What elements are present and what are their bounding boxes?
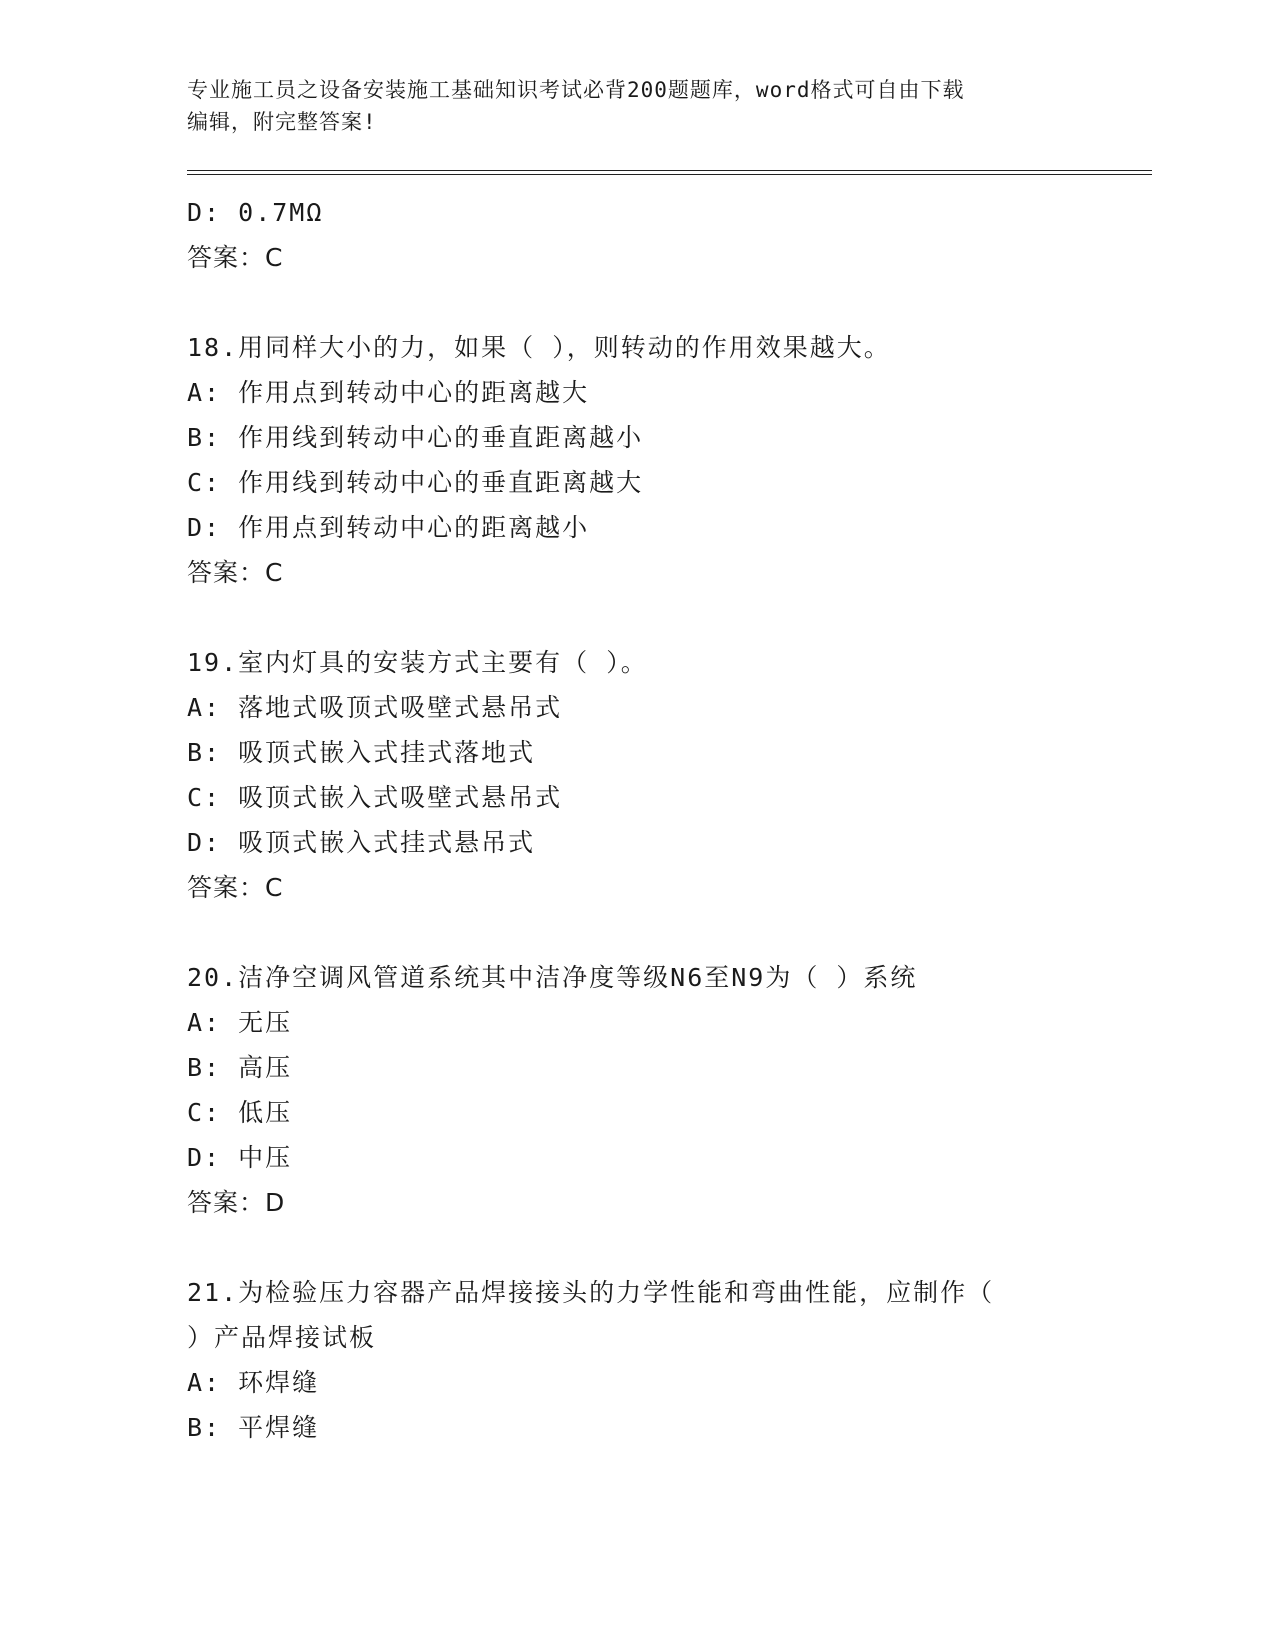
option-c: C: 作用线到转动中心的垂直距离越大 (187, 468, 644, 497)
question-20 (187, 955, 1087, 1225)
option-b: B: 吸顶式嵌入式挂式落地式 (187, 738, 536, 767)
option-d: D: 中压 (187, 1143, 293, 1172)
answer: 答案：C (187, 873, 284, 902)
question-stem-continued: ）产品焊接试板 (187, 1323, 377, 1352)
question-18 (187, 325, 1087, 595)
header-rule-top (187, 170, 1152, 171)
header-line-2: 编辑，附完整答案! (187, 110, 377, 134)
header-line-1: 专业施工员之设备安装施工基础知识考试必背200题题库，word格式可自由下载 (187, 78, 965, 102)
question-list (187, 190, 1087, 1450)
option-b: B: 高压 (187, 1053, 293, 1082)
question-stem: 21.为检验压力容器产品焊接接头的力学性能和弯曲性能，应制作（ (187, 1278, 995, 1307)
answer: 答案：D (187, 1188, 286, 1217)
option-b: B: 作用线到转动中心的垂直距离越小 (187, 423, 644, 452)
option-b: B: 平焊缝 (187, 1413, 320, 1442)
header-rule-bottom (187, 174, 1152, 175)
option-d: D: 吸顶式嵌入式挂式悬吊式 (187, 828, 536, 857)
question-stem: 18.用同样大小的力，如果（ ），则转动的作用效果越大。 (187, 333, 891, 362)
option-a: A: 无压 (187, 1008, 293, 1037)
answer: 答案：C (187, 558, 284, 587)
option-a: A: 落地式吸顶式吸壁式悬吊式 (187, 693, 563, 722)
question-stem: 20.洁净空调风管道系统其中洁净度等级N6至N9为（ ）系统 (187, 963, 918, 992)
option-a: A: 作用点到转动中心的距离越大 (187, 378, 590, 407)
option-c: C: 低压 (187, 1098, 293, 1127)
option-d: D: 作用点到转动中心的距离越小 (187, 513, 590, 542)
question-19 (187, 640, 1087, 910)
option-a: A: 环焊缝 (187, 1368, 320, 1397)
question-stem: 19.室内灯具的安装方式主要有（ ）。 (187, 648, 648, 677)
document-header (187, 74, 1087, 138)
question-21 (187, 1270, 1087, 1450)
option-c: C: 吸顶式嵌入式吸壁式悬吊式 (187, 783, 563, 812)
prev-answer: 答案：C (187, 243, 284, 272)
prev-option-d: D: 0.7MΩ (187, 198, 324, 227)
